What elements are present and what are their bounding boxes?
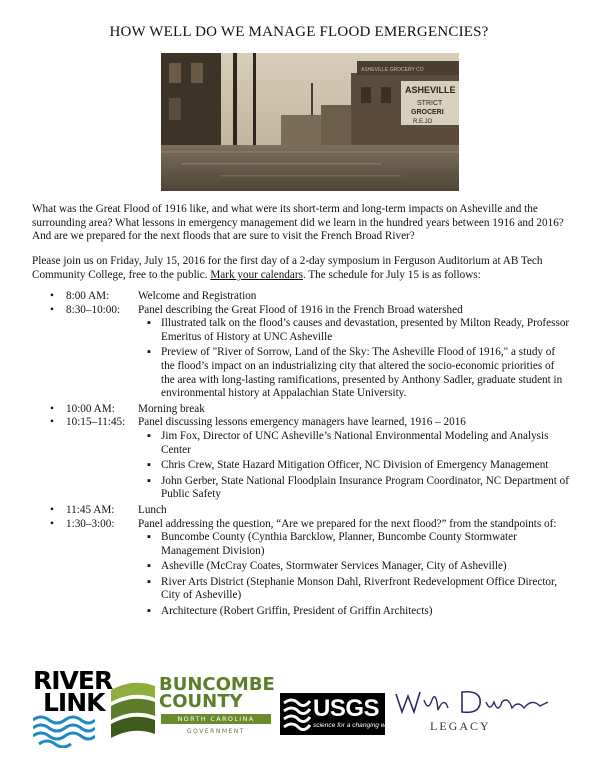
schedule-time: 1:30–3:00:	[66, 517, 115, 530]
legacy-word: LEGACY	[430, 719, 491, 733]
flood-photo-image	[161, 53, 459, 191]
schedule-subitem	[147, 531, 570, 558]
schedule-subitem	[147, 430, 570, 457]
sub-bullet-icon: ▪	[147, 560, 151, 573]
invite-paragraph	[32, 255, 572, 282]
state-bar: NORTH CAROLINA	[161, 714, 271, 724]
sub-bullet-icon: ▪	[147, 317, 151, 330]
buncombe-word: BUNCOMBE	[159, 674, 275, 695]
photo-sign-line: STRICT	[417, 100, 443, 107]
invite-text: Please join us on Friday, July 15, 2016 for the first day of a 2-day symposium in Ferguson Auditorium at AB Tech Community College, free to the public.	[32, 255, 543, 281]
subitem-text: Architecture (Robert Griffin, President of Griffin Architects)	[161, 605, 433, 618]
schedule-time: 8:30–10:00:	[66, 303, 121, 316]
schedule-text: Lunch	[138, 503, 167, 516]
bullet-icon: •	[50, 416, 54, 429]
subitem-text: John Gerber, State National Floodplain Insurance Program Coordinator, NC Department of Public Safety	[161, 474, 569, 501]
subitem-text: River Arts District (Stephanie Monson Dahl, Riverfront Redevelopment Office Director, City of Asheville)	[161, 575, 558, 602]
schedule-item	[50, 290, 570, 304]
riverlink-word: LINK	[43, 688, 105, 717]
schedule-subitem	[147, 560, 570, 574]
wave-icon	[33, 714, 95, 748]
bullet-icon: •	[50, 503, 54, 516]
buncombe-name	[159, 676, 275, 710]
sub-bullet-icon: ▪	[147, 346, 151, 359]
invite-text-end: . The schedule for July 15 is as follows:	[302, 268, 481, 281]
sub-bullet-icon: ▪	[147, 605, 151, 618]
riverlink-word: RIVER	[33, 666, 113, 695]
mark-calendar-link[interactable]: Mark your calendars	[210, 268, 303, 281]
subitem-text: Preview of "River of Sorrow, Land of the Sky: The Asheville Flood of 1916," a study of the flood’s impact on an industrializing city that altered the socio-economic priorities of the area with long-lasting ramifications, presented by Anthony Sadler, graduate student in environmental history at Appalachian State University.	[161, 346, 563, 400]
subitem-text: Chris Crew, State Hazard Mitigation Officer, NC Division of Emergency Management	[161, 459, 549, 472]
bullet-icon: •	[50, 290, 54, 302]
buncombe-county-logo	[109, 676, 274, 744]
usgs-word: USGS	[313, 695, 380, 722]
schedule-subitem	[147, 459, 570, 473]
subitem-text: Asheville (McCray Coates, Stormwater Services Manager, City of Asheville)	[161, 560, 507, 573]
schedule-text: Welcome and Registration	[138, 290, 257, 302]
sub-bullet-icon: ▪	[147, 531, 151, 544]
schedule-item	[50, 416, 570, 430]
intro-paragraph: What was the Great Flood of 1916 like, and what were its short-term and long-term impacts on Asheville and the surrounding area? What lessons in emergency management did we learn in the hundred years between 1916 and 2016? And are we prepared for the next floods that are sure to visit the French Broad River?	[32, 203, 564, 243]
schedule-text: Panel discussing lessons emergency managers have learned, 1916 – 2016	[138, 416, 466, 429]
photo-sign-text: ASHEVILLE	[405, 85, 456, 95]
sub-bullet-icon: ▪	[147, 575, 151, 588]
page-title: HOW WELL DO WE MANAGE FLOOD EMERGENCIES?	[109, 24, 489, 40]
bullet-icon: •	[50, 402, 54, 415]
subitem-text: Buncombe County (Cynthia Barcklow, Planner, Buncombe County Stormwater Management Division)	[161, 531, 517, 557]
bullet-icon: •	[50, 303, 54, 316]
sub-bullet-icon: ▪	[147, 459, 151, 472]
sub-bullet-icon: ▪	[147, 474, 151, 487]
dykeman-legacy-logo	[392, 686, 552, 746]
schedule-text: Morning break	[138, 402, 205, 415]
photo-sign-line: R.E.JO	[413, 119, 433, 125]
schedule-item	[50, 504, 570, 518]
usgs-logo	[280, 693, 397, 735]
subitem-text: Illustrated talk on the flood’s causes and devastation, presented by Milton Ready, Professor Emeritus of History at UNC Asheville	[161, 317, 570, 343]
schedule-item	[50, 518, 570, 532]
schedule-item	[50, 304, 570, 318]
flood-photo	[161, 53, 459, 191]
county-word: COUNTY	[159, 691, 243, 712]
subitem-text: Jim Fox, Director of UNC Asheville’s National Environmental Modeling and Analysis Center	[161, 429, 549, 456]
government-label: GOVERNMENT	[187, 728, 245, 735]
schedule-time: 11:45 AM:	[66, 503, 115, 516]
schedule-item	[50, 403, 570, 417]
schedule-time: 10:00 AM:	[66, 402, 115, 415]
schedule-text: Panel describing the Great Flood of 1916 in the French Broad watershed	[138, 303, 463, 316]
schedule-subitem	[147, 605, 570, 619]
bullet-icon: •	[50, 517, 54, 530]
photo-sign-line: GROCERI	[411, 109, 444, 116]
schedule-subitem	[147, 475, 570, 502]
usgs-wave-icon	[282, 693, 312, 735]
sponsor-logos	[0, 666, 598, 782]
schedule-list	[50, 290, 570, 619]
schedule-time: 8:00 AM:	[66, 290, 110, 302]
signature-icon	[392, 686, 552, 720]
schedule-text: Panel addressing the question, “Are we prepared for the next flood?” from the standpoints of:	[138, 517, 557, 530]
riverlink-logo	[33, 666, 113, 748]
county-emblem-icon	[109, 676, 157, 744]
schedule-time: 10:15–11:45:	[66, 416, 126, 429]
sub-bullet-icon: ▪	[147, 429, 151, 442]
schedule-subitem	[147, 317, 570, 344]
schedule-subitem	[147, 346, 570, 400]
usgs-tagline: science for a changing world	[313, 722, 397, 729]
schedule-subitem	[147, 576, 570, 603]
photo-roof-text: ASHEVILLE GROCERY CO	[361, 67, 424, 73]
